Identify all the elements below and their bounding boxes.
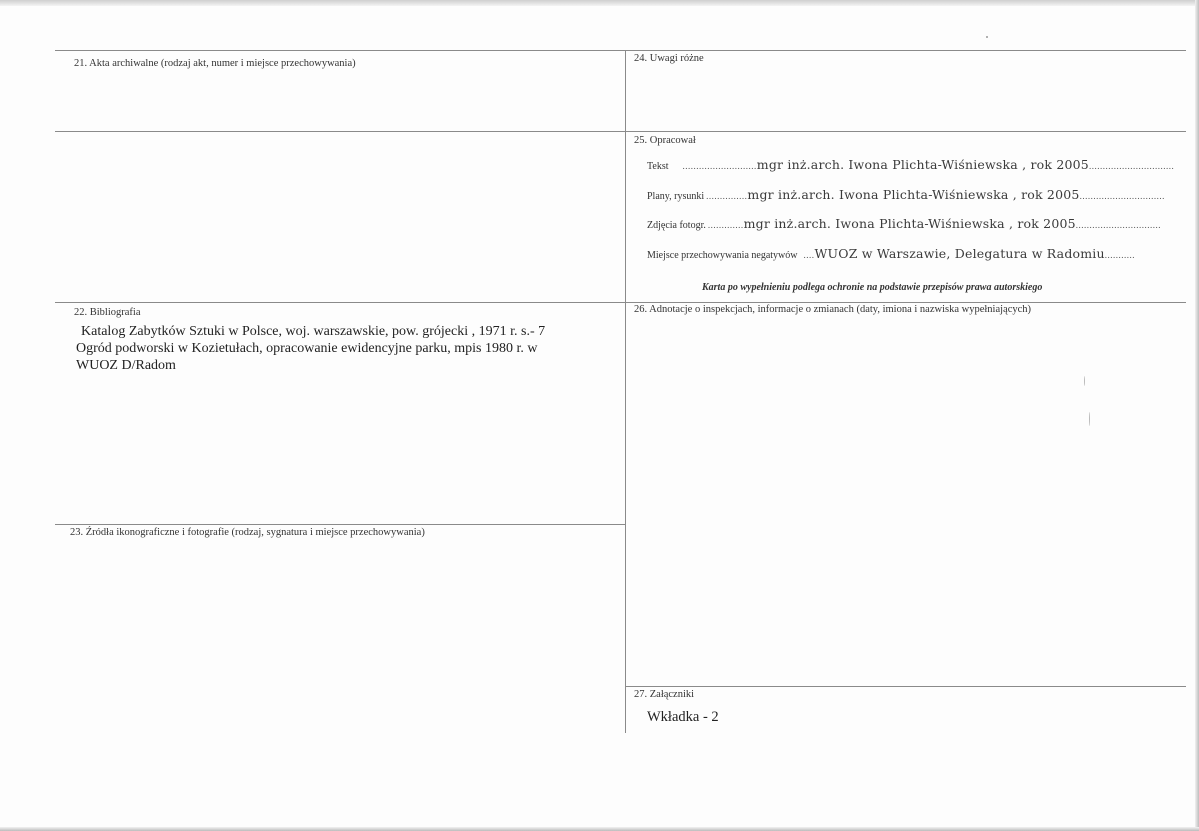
page-top-edge <box>0 0 1199 6</box>
leader-dots: ........................... <box>682 161 757 171</box>
top-rule <box>55 50 1186 51</box>
leader-dots: ............. <box>707 220 744 230</box>
author-row-text <box>647 157 1174 172</box>
trailer-dots: ............................... <box>1088 161 1175 171</box>
scan-speck <box>1084 376 1085 386</box>
negatives-location-value: WUOZ w Warszawie, Delegatura w Radomiu <box>814 246 1105 261</box>
bibliography-entry: Katalog Zabytków Sztuki w Polsce, woj. warszawskie, pow. grójecki , 1971 r. s.- 7 <box>81 324 546 339</box>
section-21-label: 21. Akta archiwalne (rodzaj akt, numer i miejsce przechowywania) <box>74 58 356 69</box>
trailer-dots: ............................... <box>1079 191 1165 201</box>
attachments-value: Wkładka - 2 <box>647 709 719 725</box>
author-value: mgr inż.arch. Iwona Plichta-Wiśniewska , rok 2005 <box>743 216 1076 231</box>
bibliography-entry: Ogród podworski w Kozietułach, opracowanie ewidencyjne parku, mpis 1980 r. w <box>76 341 538 356</box>
bibliography-entry: WUOZ D/Radom <box>76 358 176 373</box>
page-bottom-edge <box>0 827 1199 831</box>
scan-speck <box>986 36 988 38</box>
copyright-notice: Karta po wypełnieniu podlega ochronie na podstawie przepisów prawa autorskiego <box>702 282 1043 293</box>
section-26-label: 26. Adnotacje o inspekcjach, informacje o zmianach (daty, imiona i nazwiska wypełniających) <box>634 304 1032 315</box>
section-27-label: 27. Załączniki <box>634 689 695 700</box>
row-key: Plany, rysunki <box>647 191 705 202</box>
section-22-label: 22. Bibliografia <box>74 307 141 318</box>
section-23-label: 23. Źródła ikonograficzne i fotografie (rodzaj, sygnatura i miejsce przechowywania) <box>70 527 425 538</box>
rule-after-25 <box>55 302 1186 303</box>
author-row-photos <box>647 216 1161 231</box>
row-key: Tekst <box>647 161 669 172</box>
author-value: mgr inż.arch. Iwona Plichta-Wiśniewska , rok 2005 <box>747 187 1080 202</box>
trailer-dots: ............................... <box>1075 220 1162 230</box>
rule-after-22 <box>55 524 625 525</box>
row-key: Miejsce przechowywania negatywów <box>647 250 798 261</box>
author-value: mgr inż.arch. Iwona Plichta-Wiśniewska , rok 2005 <box>756 157 1089 172</box>
scan-speck <box>1089 412 1090 426</box>
author-row-plans <box>647 187 1165 202</box>
rule-after-26 <box>625 686 1186 687</box>
rule-after-21-24 <box>55 131 1186 132</box>
trailer-dots: ........... <box>1104 250 1135 260</box>
page-right-edge <box>1195 0 1199 831</box>
leader-dots: ............... <box>706 191 748 201</box>
center-divider <box>625 50 626 733</box>
negatives-location-row <box>647 246 1135 261</box>
leader-dots: .... <box>803 250 815 260</box>
section-24-label: 24. Uwagi różne <box>634 53 704 64</box>
section-25-label: 25. Opracował <box>634 135 696 146</box>
row-key: Zdjęcia fotogr. <box>647 220 706 231</box>
